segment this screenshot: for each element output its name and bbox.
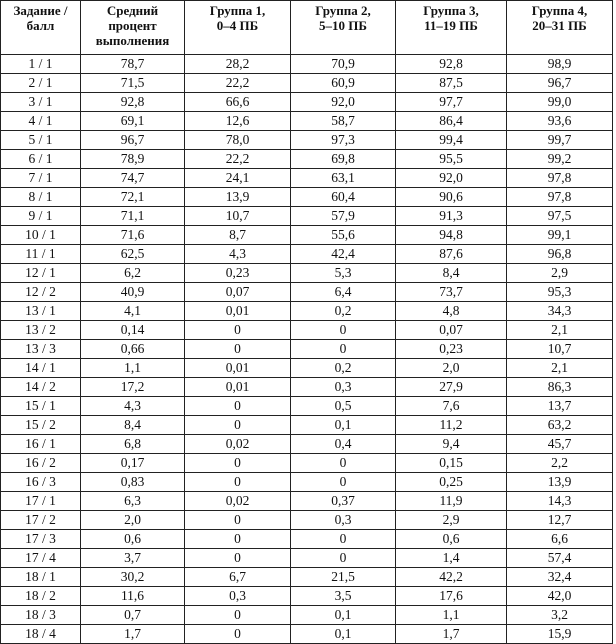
table-row bbox=[1, 321, 613, 340]
cell-group-2: 0 bbox=[291, 454, 396, 473]
cell-average: 71,6 bbox=[81, 226, 185, 245]
cell-group-2: 0,2 bbox=[291, 359, 396, 378]
cell-group-2: 5,3 bbox=[291, 264, 396, 283]
cell-group-4: 96,8 bbox=[507, 245, 613, 264]
cell-group-2: 42,4 bbox=[291, 245, 396, 264]
cell-group-1: 0 bbox=[185, 397, 291, 416]
cell-group-1: 6,7 bbox=[185, 568, 291, 587]
cell-group-1: 0 bbox=[185, 606, 291, 625]
cell-group-1: 0,3 bbox=[185, 587, 291, 606]
cell-average: 74,7 bbox=[81, 169, 185, 188]
table-row bbox=[1, 226, 613, 245]
cell-average: 8,4 bbox=[81, 416, 185, 435]
cell-group-3: 1,4 bbox=[396, 549, 507, 568]
cell-group-2: 69,8 bbox=[291, 150, 396, 169]
cell-group-1: 13,9 bbox=[185, 188, 291, 207]
cell-average: 6,2 bbox=[81, 264, 185, 283]
cell-group-1: 0,02 bbox=[185, 435, 291, 454]
cell-task: 15 / 1 bbox=[1, 397, 81, 416]
table-row bbox=[1, 416, 613, 435]
table-row bbox=[1, 568, 613, 587]
cell-group-1: 0 bbox=[185, 511, 291, 530]
cell-task: 10 / 1 bbox=[1, 226, 81, 245]
cell-group-2: 0,1 bbox=[291, 606, 396, 625]
table-body bbox=[1, 55, 613, 644]
cell-group-2: 92,0 bbox=[291, 93, 396, 112]
table-row bbox=[1, 340, 613, 359]
cell-task: 14 / 2 bbox=[1, 378, 81, 397]
cell-group-4: 45,7 bbox=[507, 435, 613, 454]
table-row bbox=[1, 74, 613, 93]
cell-group-2: 0,3 bbox=[291, 378, 396, 397]
cell-group-3: 0,15 bbox=[396, 454, 507, 473]
cell-average: 96,7 bbox=[81, 131, 185, 150]
cell-group-3: 11,9 bbox=[396, 492, 507, 511]
cell-average: 0,83 bbox=[81, 473, 185, 492]
cell-task: 15 / 2 bbox=[1, 416, 81, 435]
cell-group-3: 0,07 bbox=[396, 321, 507, 340]
cell-group-1: 0,01 bbox=[185, 359, 291, 378]
cell-group-1: 0,01 bbox=[185, 378, 291, 397]
cell-group-3: 11,2 bbox=[396, 416, 507, 435]
cell-group-2: 60,4 bbox=[291, 188, 396, 207]
cell-group-4: 97,8 bbox=[507, 188, 613, 207]
cell-group-3: 1,7 bbox=[396, 625, 507, 644]
cell-task: 18 / 2 bbox=[1, 587, 81, 606]
table-row bbox=[1, 530, 613, 549]
table-row bbox=[1, 207, 613, 226]
header-group-4: Группа 4, 20–31 ПБ bbox=[507, 1, 613, 55]
cell-task: 16 / 1 bbox=[1, 435, 81, 454]
cell-group-4: 34,3 bbox=[507, 302, 613, 321]
cell-group-2: 58,7 bbox=[291, 112, 396, 131]
cell-group-4: 2,1 bbox=[507, 321, 613, 340]
table-row bbox=[1, 378, 613, 397]
cell-group-2: 0,1 bbox=[291, 416, 396, 435]
table-row bbox=[1, 397, 613, 416]
cell-group-4: 57,4 bbox=[507, 549, 613, 568]
cell-task: 12 / 1 bbox=[1, 264, 81, 283]
cell-group-4: 32,4 bbox=[507, 568, 613, 587]
cell-group-2: 6,4 bbox=[291, 283, 396, 302]
table-row bbox=[1, 359, 613, 378]
table-row bbox=[1, 473, 613, 492]
cell-group-3: 92,0 bbox=[396, 169, 507, 188]
cell-group-3: 90,6 bbox=[396, 188, 507, 207]
cell-group-4: 6,6 bbox=[507, 530, 613, 549]
cell-group-1: 22,2 bbox=[185, 150, 291, 169]
cell-group-4: 98,9 bbox=[507, 55, 613, 74]
cell-group-1: 0,02 bbox=[185, 492, 291, 511]
cell-task: 8 / 1 bbox=[1, 188, 81, 207]
cell-average: 11,6 bbox=[81, 587, 185, 606]
cell-average: 4,1 bbox=[81, 302, 185, 321]
cell-average: 6,8 bbox=[81, 435, 185, 454]
cell-average: 78,9 bbox=[81, 150, 185, 169]
cell-group-3: 9,4 bbox=[396, 435, 507, 454]
cell-group-2: 3,5 bbox=[291, 587, 396, 606]
cell-task: 11 / 1 bbox=[1, 245, 81, 264]
table-row bbox=[1, 112, 613, 131]
cell-group-1: 4,3 bbox=[185, 245, 291, 264]
cell-task: 2 / 1 bbox=[1, 74, 81, 93]
cell-group-1: 0 bbox=[185, 625, 291, 644]
cell-task: 6 / 1 bbox=[1, 150, 81, 169]
cell-group-4: 3,2 bbox=[507, 606, 613, 625]
table-row bbox=[1, 150, 613, 169]
cell-group-2: 0 bbox=[291, 321, 396, 340]
cell-group-1: 24,1 bbox=[185, 169, 291, 188]
cell-average: 2,0 bbox=[81, 511, 185, 530]
cell-group-1: 10,7 bbox=[185, 207, 291, 226]
cell-group-1: 0 bbox=[185, 473, 291, 492]
table-row bbox=[1, 188, 613, 207]
cell-group-1: 0 bbox=[185, 530, 291, 549]
cell-group-2: 0,3 bbox=[291, 511, 396, 530]
cell-task: 12 / 2 bbox=[1, 283, 81, 302]
cell-average: 0,14 bbox=[81, 321, 185, 340]
header-task-score: Задание / балл bbox=[1, 1, 81, 55]
cell-group-4: 96,7 bbox=[507, 74, 613, 93]
cell-group-3: 0,6 bbox=[396, 530, 507, 549]
cell-average: 71,5 bbox=[81, 74, 185, 93]
cell-group-3: 99,4 bbox=[396, 131, 507, 150]
cell-group-4: 14,3 bbox=[507, 492, 613, 511]
cell-group-3: 95,5 bbox=[396, 150, 507, 169]
cell-group-2: 97,3 bbox=[291, 131, 396, 150]
cell-group-1: 0 bbox=[185, 340, 291, 359]
cell-task: 3 / 1 bbox=[1, 93, 81, 112]
cell-group-4: 86,3 bbox=[507, 378, 613, 397]
header-group-1: Группа 1, 0–4 ПБ bbox=[185, 1, 291, 55]
cell-group-2: 60,9 bbox=[291, 74, 396, 93]
cell-group-2: 0,2 bbox=[291, 302, 396, 321]
cell-group-4: 63,2 bbox=[507, 416, 613, 435]
cell-task: 14 / 1 bbox=[1, 359, 81, 378]
cell-group-1: 0 bbox=[185, 321, 291, 340]
table-row bbox=[1, 549, 613, 568]
cell-group-4: 12,7 bbox=[507, 511, 613, 530]
cell-group-4: 10,7 bbox=[507, 340, 613, 359]
cell-group-3: 42,2 bbox=[396, 568, 507, 587]
cell-group-1: 12,6 bbox=[185, 112, 291, 131]
cell-group-3: 1,1 bbox=[396, 606, 507, 625]
cell-group-1: 8,7 bbox=[185, 226, 291, 245]
header-group-2: Группа 2, 5–10 ПБ bbox=[291, 1, 396, 55]
cell-group-4: 2,2 bbox=[507, 454, 613, 473]
table-row bbox=[1, 606, 613, 625]
cell-group-2: 57,9 bbox=[291, 207, 396, 226]
cell-group-3: 87,5 bbox=[396, 74, 507, 93]
cell-average: 71,1 bbox=[81, 207, 185, 226]
table-row bbox=[1, 131, 613, 150]
cell-task: 17 / 4 bbox=[1, 549, 81, 568]
cell-group-3: 4,8 bbox=[396, 302, 507, 321]
cell-group-3: 2,9 bbox=[396, 511, 507, 530]
cell-task: 7 / 1 bbox=[1, 169, 81, 188]
table-row bbox=[1, 55, 613, 74]
cell-group-2: 21,5 bbox=[291, 568, 396, 587]
cell-group-3: 92,8 bbox=[396, 55, 507, 74]
cell-task: 9 / 1 bbox=[1, 207, 81, 226]
cell-task: 4 / 1 bbox=[1, 112, 81, 131]
cell-group-1: 0 bbox=[185, 454, 291, 473]
cell-task: 16 / 2 bbox=[1, 454, 81, 473]
cell-group-4: 99,1 bbox=[507, 226, 613, 245]
table-row bbox=[1, 169, 613, 188]
cell-task: 1 / 1 bbox=[1, 55, 81, 74]
cell-group-3: 73,7 bbox=[396, 283, 507, 302]
cell-average: 69,1 bbox=[81, 112, 185, 131]
cell-group-2: 0,37 bbox=[291, 492, 396, 511]
cell-average: 78,7 bbox=[81, 55, 185, 74]
cell-group-1: 0,23 bbox=[185, 264, 291, 283]
table-row bbox=[1, 435, 613, 454]
cell-group-2: 0,1 bbox=[291, 625, 396, 644]
cell-average: 17,2 bbox=[81, 378, 185, 397]
cell-group-4: 93,6 bbox=[507, 112, 613, 131]
cell-group-2: 0 bbox=[291, 340, 396, 359]
cell-group-4: 13,7 bbox=[507, 397, 613, 416]
cell-group-2: 0 bbox=[291, 473, 396, 492]
header-row bbox=[1, 1, 613, 55]
cell-group-3: 86,4 bbox=[396, 112, 507, 131]
cell-group-4: 99,0 bbox=[507, 93, 613, 112]
cell-group-1: 22,2 bbox=[185, 74, 291, 93]
cell-group-1: 0 bbox=[185, 549, 291, 568]
cell-group-3: 91,3 bbox=[396, 207, 507, 226]
table-row bbox=[1, 93, 613, 112]
cell-group-3: 94,8 bbox=[396, 226, 507, 245]
cell-group-1: 0 bbox=[185, 416, 291, 435]
cell-average: 0,66 bbox=[81, 340, 185, 359]
cell-group-3: 0,23 bbox=[396, 340, 507, 359]
cell-average: 62,5 bbox=[81, 245, 185, 264]
cell-group-3: 7,6 bbox=[396, 397, 507, 416]
cell-group-2: 0,4 bbox=[291, 435, 396, 454]
cell-group-2: 0 bbox=[291, 549, 396, 568]
cell-task: 17 / 3 bbox=[1, 530, 81, 549]
cell-average: 92,8 bbox=[81, 93, 185, 112]
cell-group-3: 2,0 bbox=[396, 359, 507, 378]
cell-average: 0,6 bbox=[81, 530, 185, 549]
cell-group-2: 63,1 bbox=[291, 169, 396, 188]
cell-group-1: 28,2 bbox=[185, 55, 291, 74]
cell-task: 5 / 1 bbox=[1, 131, 81, 150]
table-row bbox=[1, 492, 613, 511]
cell-group-1: 0,01 bbox=[185, 302, 291, 321]
cell-average: 30,2 bbox=[81, 568, 185, 587]
cell-average: 72,1 bbox=[81, 188, 185, 207]
cell-group-4: 99,7 bbox=[507, 131, 613, 150]
table-row bbox=[1, 511, 613, 530]
cell-group-3: 27,9 bbox=[396, 378, 507, 397]
cell-group-4: 2,9 bbox=[507, 264, 613, 283]
cell-group-2: 55,6 bbox=[291, 226, 396, 245]
cell-task: 16 / 3 bbox=[1, 473, 81, 492]
cell-group-2: 70,9 bbox=[291, 55, 396, 74]
cell-group-3: 97,7 bbox=[396, 93, 507, 112]
cell-group-4: 99,2 bbox=[507, 150, 613, 169]
cell-average: 3,7 bbox=[81, 549, 185, 568]
cell-group-2: 0 bbox=[291, 530, 396, 549]
cell-task: 13 / 2 bbox=[1, 321, 81, 340]
table-row bbox=[1, 283, 613, 302]
table-row bbox=[1, 302, 613, 321]
cell-task: 18 / 1 bbox=[1, 568, 81, 587]
cell-group-4: 97,8 bbox=[507, 169, 613, 188]
cell-group-4: 42,0 bbox=[507, 587, 613, 606]
cell-group-4: 15,9 bbox=[507, 625, 613, 644]
cell-task: 13 / 1 bbox=[1, 302, 81, 321]
cell-average: 4,3 bbox=[81, 397, 185, 416]
cell-group-4: 13,9 bbox=[507, 473, 613, 492]
cell-task: 18 / 4 bbox=[1, 625, 81, 644]
cell-task: 17 / 1 bbox=[1, 492, 81, 511]
cell-group-1: 66,6 bbox=[185, 93, 291, 112]
table-row bbox=[1, 264, 613, 283]
cell-group-4: 2,1 bbox=[507, 359, 613, 378]
header-average-percent: Средний процент выполнения bbox=[81, 1, 185, 55]
table-row bbox=[1, 245, 613, 264]
cell-average: 1,7 bbox=[81, 625, 185, 644]
cell-group-3: 0,25 bbox=[396, 473, 507, 492]
cell-average: 6,3 bbox=[81, 492, 185, 511]
cell-average: 0,17 bbox=[81, 454, 185, 473]
cell-group-3: 8,4 bbox=[396, 264, 507, 283]
cell-group-4: 95,3 bbox=[507, 283, 613, 302]
cell-average: 40,9 bbox=[81, 283, 185, 302]
cell-group-1: 0,07 bbox=[185, 283, 291, 302]
cell-group-2: 0,5 bbox=[291, 397, 396, 416]
table-row bbox=[1, 587, 613, 606]
cell-average: 0,7 bbox=[81, 606, 185, 625]
cell-average: 1,1 bbox=[81, 359, 185, 378]
table-row bbox=[1, 625, 613, 644]
cell-task: 17 / 2 bbox=[1, 511, 81, 530]
cell-group-3: 87,6 bbox=[396, 245, 507, 264]
cell-task: 13 / 3 bbox=[1, 340, 81, 359]
table-row bbox=[1, 454, 613, 473]
header-group-3: Группа 3, 11–19 ПБ bbox=[396, 1, 507, 55]
cell-task: 18 / 3 bbox=[1, 606, 81, 625]
cell-group-3: 17,6 bbox=[396, 587, 507, 606]
cell-group-1: 78,0 bbox=[185, 131, 291, 150]
cell-group-4: 97,5 bbox=[507, 207, 613, 226]
